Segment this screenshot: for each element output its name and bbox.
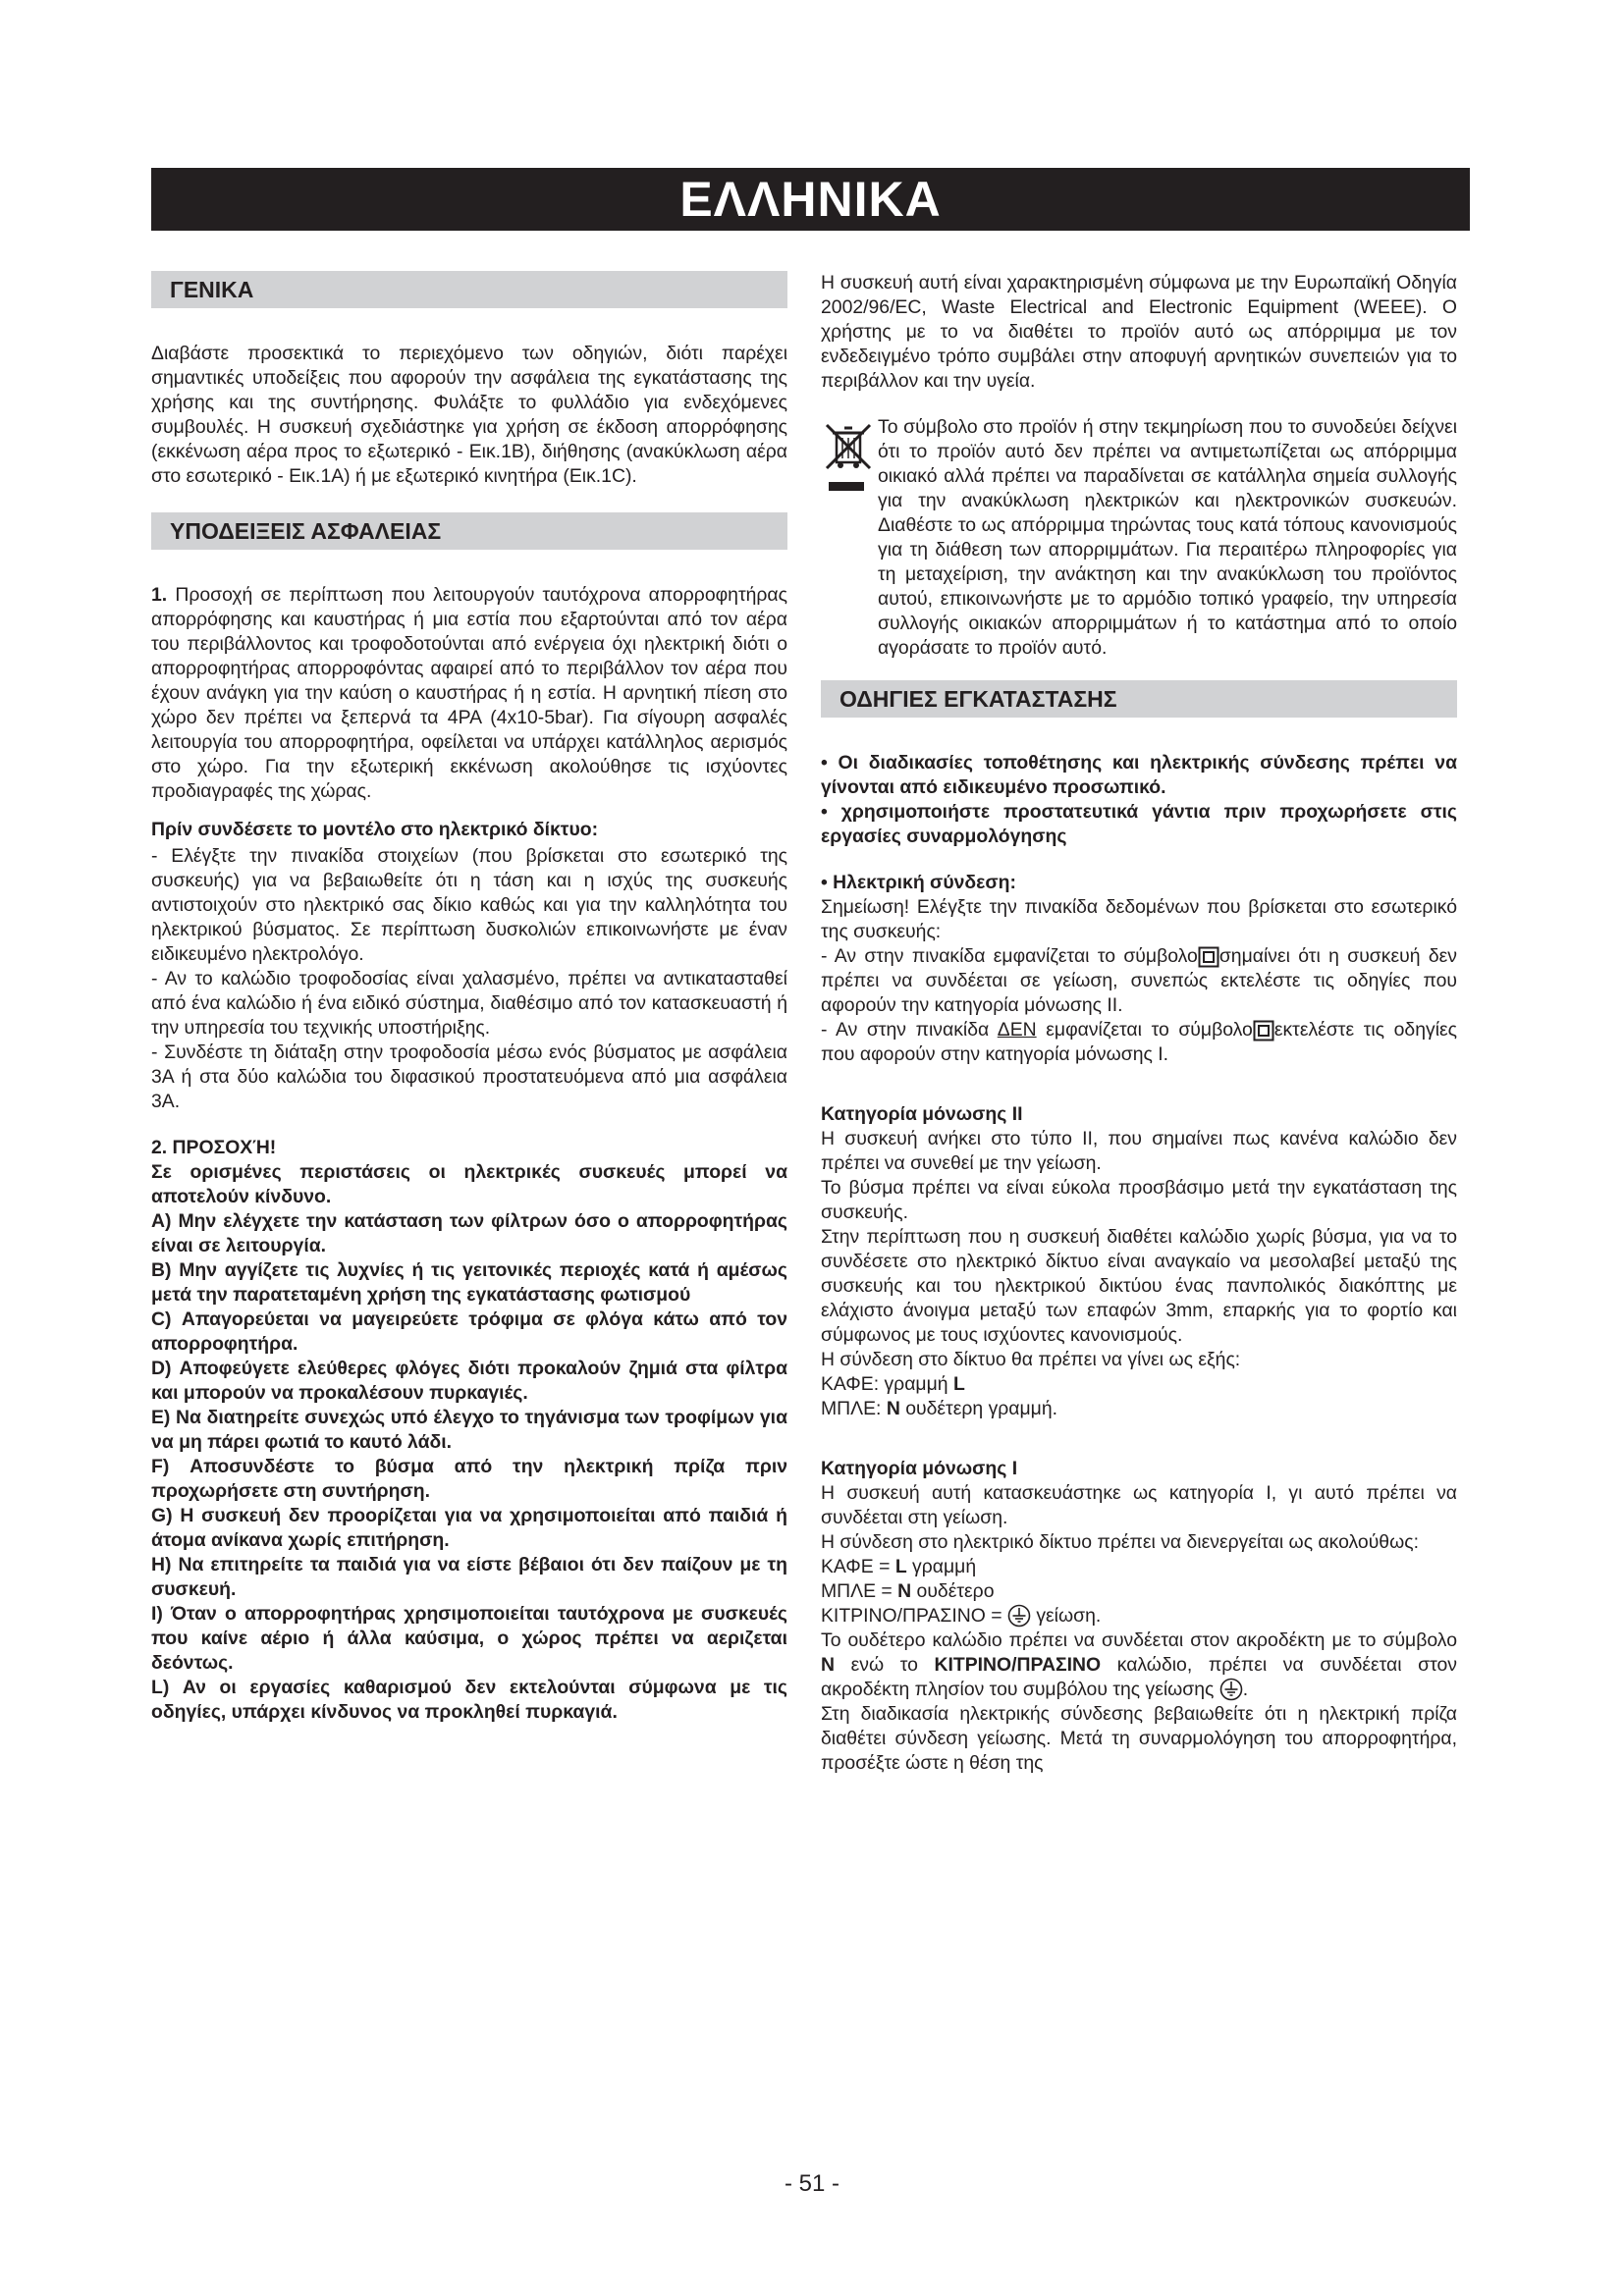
electrical-line-1-text: - Αν στην πινακίδα εμφανίζεται το σύμβολο: [821, 945, 1198, 967]
section-title-general: ΓΕΝΙΚΑ: [151, 271, 787, 308]
general-paragraph: Διαβάστε προσεκτικά το περιεχόμενο των οδηγιών, διότι παρέχει σημαντικές υποδείξεις που αφορούν την ασφάλεια της εγκατάστασης της χρήσης και της συντήρησης. Φυλάξτε το φυλλάδιο για ενδεχόμενες συμβουλές. Η συσκευή σχεδιάστηκε για χρήση σε έκδοση απορρόφησης (εκκένωση αέρα προς το εξωτερικό - Εικ.1B), διήθησης (ανακύκλωση αέρα στο εσωτερικό - Εικ.1A) ή με εξωτερικό κινητήρα (Εικ.1C).: [151, 343, 787, 487]
class1-brown-symbol: L: [894, 1556, 907, 1577]
class1-brown-line: [821, 1555, 1457, 1579]
class1-blue-symbol: N: [897, 1580, 912, 1602]
electrical-line-2-text: εμφανίζεται το σύμβολο: [1036, 1019, 1253, 1041]
class2-title: Κατηγορία μόνωσης II: [821, 1103, 1023, 1125]
double-insulation-icon: [1198, 946, 1219, 968]
class2-blue-text: ΜΠΛΕ:: [821, 1398, 887, 1419]
class1-neutral-text: καλώδιο, πρέπει να συνδέεται στον ακροδέκτη πλησίον του συμβόλου της γείωσης: [821, 1654, 1458, 1700]
ground-symbol-icon: [1007, 1604, 1031, 1628]
electrical-line-2-text: εκτελέστε τις οδηγίες που αφορούν στην κατηγορία μόνωσης I.: [821, 1019, 1457, 1065]
right-column: [821, 271, 1457, 1776]
class2-paragraph: Η σύνδεση στο δίκτυο θα πρέπει να γίνει ως εξής:: [821, 1349, 1241, 1370]
section-title-install: ΟΔΗΓΙΕΣ ΕΓΚΑΤΑΣΤΑΣΗΣ: [821, 680, 1457, 718]
class2-paragraph: Το βύσμα πρέπει να είναι εύκολα προσβάσιμο μετά την εγκατάσταση της συσκευής.: [821, 1177, 1457, 1223]
caution-item: L) Αν οι εργασίες καθαρισμού δεν εκτελούνται σύμφωνα με τις οδηγίες, υπάρχει κίνδυνος να προκληθεί πυρκαγιά.: [151, 1677, 787, 1723]
class1-neutral-text: Το ουδέτερο καλώδιο πρέπει να συνδέεται στον ακροδέκτη με το σύμβολο: [821, 1629, 1457, 1651]
double-insulation-icon: [1253, 1020, 1274, 1041]
caution-item: E) Να διατηρείτε συνεχώς υπό έλεγχο το τηγάνισμα των τροφίμων για να μη πάρει φωτιά το καυτό λάδι.: [151, 1407, 787, 1453]
connect-item: - Ελέγξτε την πινακίδα στοιχείων (που βρίσκεται στο εσωτερικό της συσκευής) για να βεβαιωθείτε ότι η τάση και η ισχύς της συσκευής αντιστοιχούν στο ηλεκτρικό σας δίκιο καθώς και για την καλληλότητα του ηλεκτρικού βύσματος. Σε περίπτωση δυσκολιών επικοινωνήστε με έναν ειδικευμένο ηλεκτρολόγο.: [151, 845, 787, 965]
safety-paragraph-1: [151, 583, 787, 804]
class2-paragraph: Η συσκευή ανήκει στο τύπο II, που σημαίνει πως κανένα καλώδιο δεν πρέπει να συνεθεί με την γείωση.: [821, 1128, 1457, 1174]
class1-paragraph: Η συσκευή αυτή κατασκευάστηκε ως κατηγορία I, γι αυτό πρέπει να συνδέεται στη γείωση.: [821, 1482, 1457, 1528]
class1-neutral-yg: ΚΙΤΡΙΝΟ/ΠΡΑΣΙΝΟ: [934, 1654, 1102, 1676]
class1-brown-text: γραμμή: [906, 1556, 977, 1577]
weee-block: [821, 415, 1457, 661]
class2-brown-text: ΚΑΦΕ: γραμμή: [821, 1373, 953, 1395]
electrical-line-2-text: - Αν στην πινακίδα: [821, 1019, 998, 1041]
connect-item: - Αν το καλώδιο τροφοδοσίας είναι χαλασμένο, πρέπει να αντικατασταθεί από ένα καλώδιο ή ένα ειδικό σύστημα, διαθέσιμο από τον κατασκευαστή ή την υπηρεσία του τεχνικής υποστήριξης.: [151, 968, 787, 1039]
electrical-line-1-text: σημαίνει ότι η συσκευή δεν πρέπει να συνδέεται σε γείωση, συνεπώς εκτελέστε τις οδηγίες που αφορούν την κατηγορία μόνωσης II.: [821, 945, 1457, 1016]
class2-brown-line: [821, 1372, 1457, 1397]
class1-blue-line: [821, 1579, 1457, 1604]
electrical-title: • Ηλεκτρική σύνδεση:: [821, 872, 1016, 893]
caution-item: G) Η συσκευή δεν προορίζεται για να χρησιμοποιείται από παιδιά ή άτομα ανίκανα χωρίς επιτήρηση.: [151, 1505, 787, 1551]
ground-symbol-icon: [1219, 1678, 1243, 1701]
class1-yg-text: ΚΙΤΡΙΝΟ/ΠΡΑΣΙΝΟ =: [821, 1605, 1007, 1627]
language-header-bar: [151, 168, 1576, 231]
connect-item: - Συνδέστε τη διάταξη στην τροφοδοσία μέσω ενός βύσματος με ασφάλεια 3A ή στα δύο καλώδια του διφασικού προστατευόμενα από μια ασφάλεια 3A.: [151, 1041, 787, 1112]
class1-blue-text: ουδέτερο: [911, 1580, 995, 1602]
section-title-safety: ΥΠΟΔΕΙΞΕΙΣ ΑΣΦΑΛΕΙΑΣ: [151, 512, 787, 550]
class1-neutral-text: .: [1242, 1679, 1249, 1700]
weee-symbol-paragraph: Το σύμβολο στο προϊόν ή στην τεκμηρίωση που το συνοδεύει δείχνει ότι το προϊόν αυτό δεν πρέπει να αντιμετωπίζεται ως απόρριμμα οικιακό αλλά πρέπει να παραδίνεται σε κατάλληλα σημεία συλλογής για την ανακύκλωση ηλεκτρικών και ηλεκτρονικών συσκευών. Διαθέστε το ως απόρριμμα τηρώντας τους κατά τόπους κανονισμούς για τη διάθεση των απορριμμάτων. Για περαιτέρω πληροφορίες για τη μεταχείριση, την ανάκτηση και την ανακύκλωση του προϊόντος αυτού, επικοινωνήστε με το αρμόδιο τοπικό γραφείο, την υπηρεσία συλλογής οικιακών απορριμμάτων ή το κατάστημα από το οποίο αγοράσατε το προϊόν αυτό.: [878, 416, 1457, 659]
class1-yellow-green-line: [821, 1604, 1457, 1629]
electrical-line-1: [821, 944, 1457, 1018]
install-bullet: • χρησιμοποιήστε προστατευτικά γάντια πριν προχωρήσετε στις εργασίες συναρμολόγησης: [821, 801, 1457, 847]
safety-text-1: Προσοχή σε περίπτωση που λειτουργούν ταυτόχρονα απορροφητήρας απορρόφησης και καυστήρας ή μια εστία που εξαρτούνται από τον αέρα του περιβάλλοντος και τροφοδοτούνται από ενέργεια όχι ηλεκτρική διότι ο απορροφητήρας απορροφόντας αφαιρεί από το περιβάλλον τον αέρα που έχουν ανάγκη για την καύση ο καυστήρας ή η εστία. Η αρνητική πίεση στο χώρο δεν πρέπει να ξεπερνά τα 4PA (4x10-5bar). Για σίγουρη ασφαλές λειτουργία του απορροφητήρα, οφείλεται να υπάρχει κατάλληλος αερισμός στο χώρο. Για την εξωτερική εκκένωση ακολούθησε τις ισχύοντες προδιαγραφές της χώρας.: [151, 584, 787, 802]
electrical-line-2: [821, 1018, 1457, 1067]
weee-paragraph: Η συσκευή αυτή είναι χαρακτηρισμένη σύμφωνα με την Ευρωπαϊκή Οδηγία 2002/96/EC, Waste Electrical and Electronic Equipment (WEEE). Ο χρήστης με το να διαθέτει το προϊόν αυτό ως απόρριμμα με τον ενδεδειγμένο τρόπο συμβάλει στην αποφυγή αρνητικών συνεπειών για το περιβάλλον και την υγεία.: [821, 272, 1457, 392]
class1-neutral-paragraph: [821, 1629, 1457, 1702]
left-column: [151, 271, 787, 1725]
class1-paragraph: Στη διαδικασία ηλεκτρικής σύνδεσης βεβαιωθείτε ότι η ηλεκτρική πρίζα διαθέτει σύνδεση γείωσης. Μετά τη συναρμολόγηση του απορροφητήρα, προσέξτε ώστε η θέση της: [821, 1703, 1457, 1774]
electrical-line-2-not: ΔΕΝ: [997, 1019, 1037, 1041]
caution-title: 2. ΠΡΟΣΟΧΉ!: [151, 1137, 277, 1158]
class1-yg-text: γείωση.: [1030, 1605, 1102, 1627]
install-bullet: • Οι διαδικασίες τοποθέτησης και ηλεκτρικής σύνδεσης πρέπει να γίνονται από ειδικευμένο προσωπικό.: [821, 752, 1457, 798]
caution-item: D) Αποφεύγετε ελεύθερες φλόγες διότι προκαλούν ζημιά στα φίλτρα και μπορούν να προκαλέσουν πυρκαγιές.: [151, 1358, 787, 1404]
class2-blue-line: [821, 1397, 1457, 1421]
caution-item: F) Αποσυνδέστε το βύσμα από την ηλεκτρική πρίζα πριν προχωρήσετε στη συντήρηση.: [151, 1456, 787, 1502]
class1-neutral-text: ενώ το: [835, 1654, 935, 1676]
class1-brown-text: ΚΑΦΕ =: [821, 1556, 895, 1577]
electrical-note: Σημείωση! Ελέγξτε την πινακίδα δεδομένων που βρίσκεται στο εσωτερικό της συσκευής:: [821, 896, 1457, 942]
page-number: - 51 -: [784, 2170, 839, 2197]
connect-title: Πρίν συνδέσετε το μοντέλο στο ηλεκτρικό δίκτυο:: [151, 819, 599, 840]
class2-blue-text: ουδέτερη γραμμή.: [899, 1398, 1058, 1419]
class2-paragraph: Στην περίπτωση που η συσκευή διαθέτει καλώδιο χωρίς βύσμα, για να το συνδέσετε στο ηλεκτρικό δίκτυο είναι αναγκαίο να μεσολαβεί μεταξύ της συσκευής και του ηλεκτρικού δικτύου ένας πανπολικός διακόπτης με ελάχιστο άνοιγμα μεταξύ των επαφών 3mm, επαρκής για το φορτίο και σύμφωνος με τους ισχύοντες κανονισμούς.: [821, 1226, 1457, 1346]
class1-blue-text: ΜΠΛΕ =: [821, 1580, 898, 1602]
caution-item: I) Όταν ο απορροφητήρας χρησιμοποιείται ταυτόχρονα με συσκευές που καίνε αέριο ή άλλα καύσιμα, ο χώρος πρέπει να αεριζεται δεόντως.: [151, 1603, 787, 1674]
language-title: ΕΛΛΗΝΙΚΑ: [679, 172, 942, 227]
caution-item: C) Απαγορεύεται να μαγειρεύετε τρόφιμα σε φλόγα κάτω από τον απορροφητήρα.: [151, 1308, 787, 1355]
class2-blue-symbol: N: [886, 1398, 900, 1419]
class2-brown-symbol: L: [952, 1373, 965, 1395]
caution-item: A) Μην ελέγχετε την κατάσταση των φίλτρων όσο ο απορροφητήρας είναι σε λειτουργία.: [151, 1210, 787, 1256]
safety-number-1: 1.: [151, 584, 168, 606]
caution-item: H) Να επιτηρείτε τα παιδιά για να είστε βέβαιοι ότι δεν παίζουν με τη συσκευή.: [151, 1554, 787, 1600]
crossed-bin-icon: [821, 419, 878, 498]
country-badge: GR: [1511, 177, 1599, 220]
caution-item: Σε ορισμένες περιστάσεις οι ηλεκτρικές συσκευές μπορεί να αποτελούν κίνδυνο.: [151, 1161, 787, 1207]
caution-item: B) Μην αγγίζετε τις λυχνίες ή τις γειτονικές περιοχές κατά ή αμέσως μετά την παρατεταμένη χρήση της εγκατάστασης φωτισμού: [151, 1259, 787, 1306]
class1-title: Κατηγορία μόνωσης I: [821, 1458, 1018, 1479]
class1-paragraph: Η σύνδεση στο ηλεκτρικό δίκτυο πρέπει να διενεργείται ως ακολούθως:: [821, 1531, 1419, 1553]
class1-neutral-symbol: N: [821, 1654, 836, 1676]
